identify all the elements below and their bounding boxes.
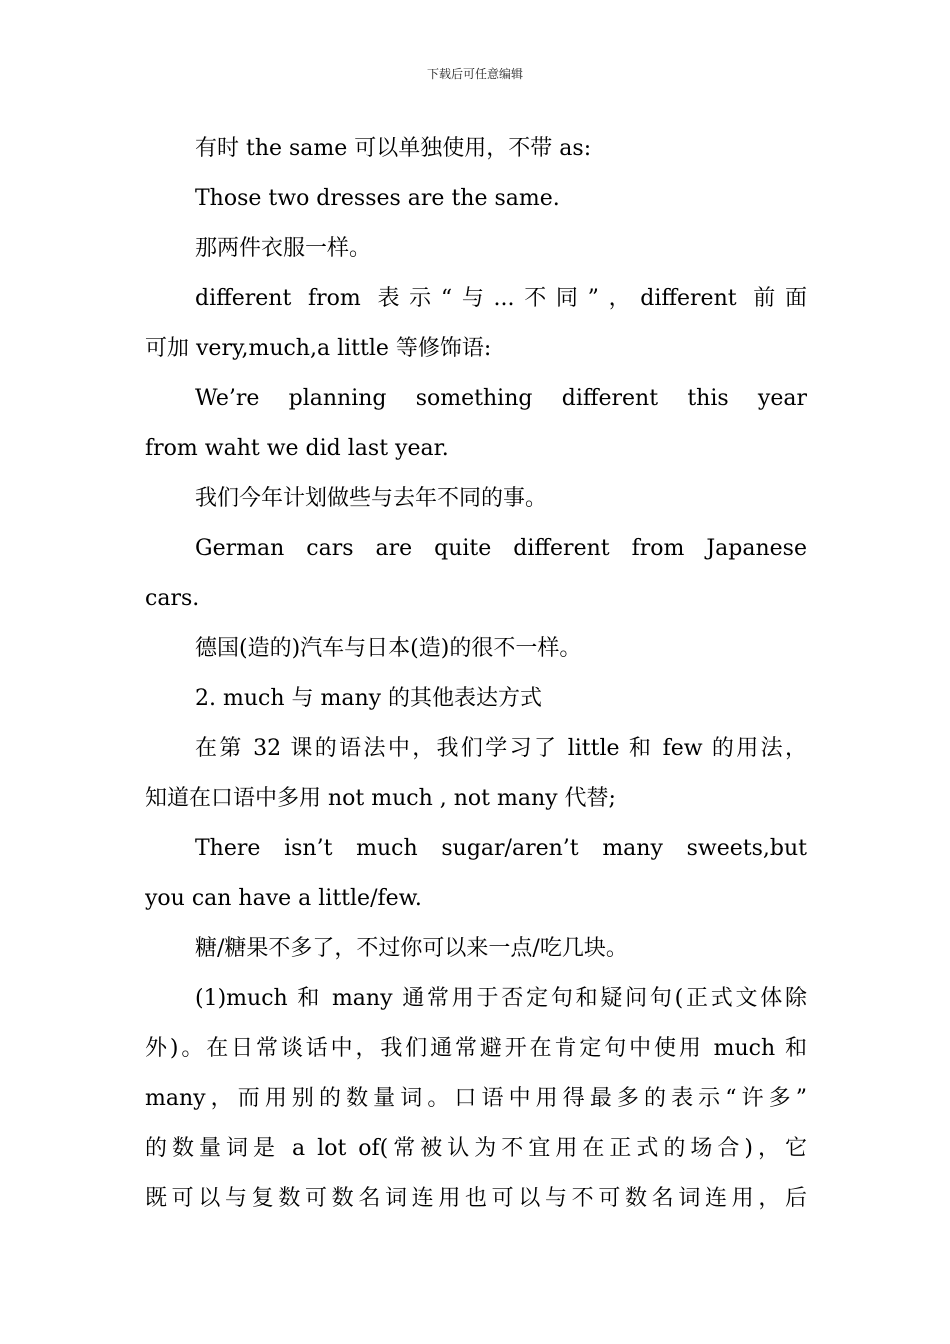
text-line: German cars are quite different from Japanese [195, 536, 807, 561]
text-line: different from 表示“与...不同”，different 前面 [195, 286, 807, 311]
text-line: We’re planning something different this year [195, 386, 807, 411]
text-line: 2. much 与 many 的其他表达方式 [195, 686, 543, 711]
text-line: 糖/糖果不多了，不过你可以来一点/吃几块。 [195, 936, 628, 961]
text-line: Those two dresses are the same. [195, 186, 560, 211]
text-line: 知道在口语中多用 not much , not many 代替; [145, 786, 616, 811]
text-line: 的数量词是 a lot of(常被认为不宜用在正式的场合)，它 [145, 1136, 807, 1161]
text-line: 既可以与复数可数名词连用也可以与不可数名词连用，后 [145, 1186, 807, 1211]
text-line: 外)。在日常谈话中，我们通常避开在肯定句中使用 much 和 [145, 1036, 807, 1061]
text-line: 我们今年计划做些与去年不同的事。 [195, 486, 548, 511]
text-line: from waht we did last year. [145, 436, 449, 461]
text-line: 可加 very,much,a little 等修饰语: [145, 336, 492, 361]
text-line: cars. [145, 586, 200, 611]
page-header: 下载后可任意编辑 [426, 67, 523, 81]
text-line: 那两件衣服一样。 [195, 236, 372, 261]
text-line: (1)much 和 many 通常用于否定句和疑问句(正式文体除 [195, 986, 807, 1011]
text-line: 有时 the same 可以单独使用，不带 as: [195, 136, 592, 161]
text-line: 在第 32 课的语法中，我们学习了 little 和 few 的用法， [195, 736, 807, 761]
text-line: many，而用别的数量词。口语中用得最多的表示“许多” [145, 1086, 807, 1111]
text-line: you can have a little/few. [145, 886, 422, 911]
text-line: There isn’t much sugar/aren’t many sweets,but [195, 836, 807, 861]
text-line: 德国(造的)汽车与日本(造)的很不一样。 [195, 636, 582, 661]
